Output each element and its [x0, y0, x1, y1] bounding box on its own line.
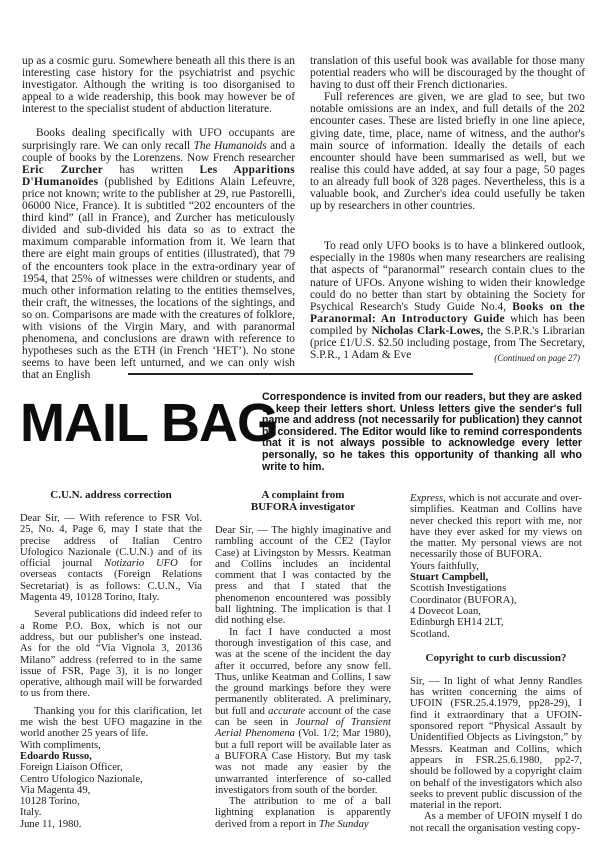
author-name: Nicholas Clark-Lowes,	[371, 324, 484, 337]
journal-title: Notizario UFO	[104, 558, 178, 570]
signature-line: Italy.	[20, 807, 42, 819]
newspaper-title: Express,	[410, 493, 446, 504]
letter-paragraph	[20, 513, 202, 603]
review-paragraph	[22, 127, 295, 381]
signature-line: 4 Dovecot Loan,	[410, 605, 481, 617]
signature-line: Centro Ufologico Nazionale,	[20, 773, 143, 785]
book-title: Books on the Paranormal: An Introductory Guide	[310, 300, 586, 325]
section-divider	[128, 373, 473, 375]
text: The attribution to me of a ball lightning explanation is apparently derived from a report in	[215, 796, 391, 830]
letter-paragraph: Thanking you for this clarification, let me wish the best UFO magazine in the world another 25 years of life.	[20, 705, 202, 740]
mailbag-intro: Correspondence is invited from our readers, but they are asked to keep their letters short. Unless letters give the sender's full name and address (not necessarily for publication) they cannot be considered. The Editor would like to remind correspondents that it is not always possible to acknowledge every letter personally, so he takes this opportunity of thanking all who write to him.	[262, 391, 582, 473]
text: (Vol. 1/2; Mar 1980), but a full report will be available later as a BUFORA Case History. But my task was not made any easier by the unwarranted interference of so-called investigators from south of the border.	[215, 728, 391, 796]
text: which has been compiled by	[310, 312, 585, 337]
letter-signer	[20, 751, 202, 762]
mailbag-title: MAIL BAG	[20, 393, 278, 453]
letter-paragraph	[410, 493, 582, 561]
review-paragraph: Full references are given, we are glad to see, but two notable omissions are an index, and full details of the 202 encounter cases. These are listed briefly in one line apiece, giving date, time, place, name of witness, and the author's main source of information. Ideally the details of each encounter should have been summarised as well, but we realise this could have added, at say four a page, 50 pages to an already full book of 328 pages. Nevertheless, this is a valuable book, and Zurcher's idea could usefully be taken up by researchers in other countries.	[310, 91, 585, 213]
text: for overseas contacts (Foreign Relations Secretariat) is as follows: C.U.N., Via Magenta 49, 10128 Torino, Italy.	[20, 558, 203, 604]
letter-closing: Yours faithfully,	[410, 560, 479, 572]
letter-paragraph: Several publications did indeed refer to a Rome P.O. Box, which is not our address, but our publisher's one instead. As for the old “Via Vignola 3, 20136 Milano” address (referred to in the same issue of FSR, Page 3), it is no longer operative, although mail will be forwarded to us from there.	[20, 609, 202, 700]
review-paragraph: translation of this useful book was available for those many potential readers who will be discouraged by the thought of having to dust off their French dictionaries.	[310, 55, 585, 92]
author-name: Eric Zurcher	[22, 163, 104, 176]
letter-closing: With compliments,	[20, 739, 101, 751]
letter-paragraph: Dear Sir, — The highly imaginative and rambling account of the CE2 (Taylor Case) at Livingston by Messrs. Keatman and Collins includes an incidental comment that I was contacted by the press and that I stated that the phenomenon encountered was possibly ball lightning. The implication is that I did nothing else.	[215, 525, 391, 627]
letter-paragraph	[215, 796, 391, 830]
text: In fact I have conducted a most thorough investigation of this case, and was at the scene of the incident the day after it occurred, before any snow fell. Thus, unlike Keatman and Collins, I saw the ground markings before they were permanently obliterated. A preliminary, but full and	[215, 626, 391, 717]
text: has written	[103, 163, 200, 176]
signer-name: Stuart Campbell,	[410, 572, 489, 584]
text: Books dealing specifically with UFO occupants are surprisingly rare. We can only recall	[22, 127, 295, 152]
book-title: Les Apparitions D'Humanoïdes	[22, 163, 295, 188]
book-title: The Humanoids	[193, 139, 267, 152]
signature-line: 10128 Torino,	[20, 796, 80, 808]
text: and a couple of books by the Lorenzens. Now French researcher	[22, 139, 296, 164]
letter-paragraph: As a member of UFOIN myself I do not recall the organisation vesting copy-	[410, 811, 582, 834]
signature-line: Coordinator (BUFORA),	[410, 594, 517, 606]
letter-heading: Copyright to curb discussion?	[425, 651, 567, 664]
letter-paragraph	[215, 627, 391, 796]
letter-column-3	[410, 493, 582, 834]
text: To read only UFO books is to have a blinkered outlook, especially in the 1980s when many researchers are realising that aspects of “paranormal” research contain clues to the nature of UFOs. Anyone wishing to widen their knowledge could do no better than start by obtaining the Society for Psychical Research's Study Guide No.4,	[310, 240, 585, 313]
continued-note: (Continued on page 27)	[494, 353, 580, 363]
review-paragraph: up as a cosmic guru. Somewhere beneath all this there is an interesting case history for the psychiatrist and psychic investigator. Although the writing is too disorganised to appeal to a wide readership, this book may however be of interest to the specialist student of abduction literature.	[22, 55, 295, 116]
signature-line: Via Magenta 49,	[20, 784, 91, 796]
newspaper-title: The Sunday	[318, 818, 369, 830]
text: which is not accurate and over-simplifies. Keatman and Collins have never checked this report with me, nor have they ever asked for my views on the matter. My personal views are not necessarily those of BUFORA.	[410, 493, 582, 561]
emphasis: accurate	[268, 705, 306, 717]
journal-title: Journal of Transient Aerial Phenomena	[215, 717, 391, 740]
signature-line: Edinburgh EH14 2LT,	[410, 617, 504, 629]
signature-line: Scotland.	[410, 628, 450, 640]
letter-paragraph: Sir, — In light of what Jenny Randles has written concerning the aims of UFOIN (FSR.25.4.1979, pp28-29), I find it extraordinary that a UFOIN-sponsored report “Physical Assault by Unidentified Objects as Livingston,” by Messrs. Keatman and Collins, which appears in FSR.25.6.1980, pp2-7, should be followed by a copyright claim on behalf of the investigators which also seeks to prevent public discussion of the material in the report.	[410, 675, 582, 812]
review-paragraph	[310, 240, 585, 361]
letter-cun	[20, 489, 202, 830]
review-right-column	[310, 55, 585, 361]
heading-line: A complaint from	[261, 489, 345, 501]
text: Dear Sir, — With reference to FSR Vol. 25, No. 4, Page 6, may I state that the precise address of Italian Centro Ufologico Nazionale (C.U.N.) and of its official journal	[20, 513, 202, 570]
text: (published by Editions Alain Lefeuvre, price not known; write to the publisher at 29, rue Pastorelli, 06000 Nice, France). It is subtitled “202 encounters of the third kind” (all in France), and Zurcher has meticulously divided and sub-divided his data so as to extract the maximum comparable information from it. We learn that there are eight main groups of entities (illustrated), that 79 of the encounters took place in the extra-ordinary year of 1954, that 25% of witnesses were children or students, and much other information relating to the entities themselves, their craft, the witnesses, the locations of the sightings, and so on. Comparisons are made with the creatures of folklore, with visions of the Virgin Mary, and with paranormal phenomena, and conclusions are drawn with reference to hypotheses such as the ETH (in French ‘HET’). No stone seems to have been left unturned, and we can only wish that an English	[22, 175, 295, 382]
text: the S.P.R.'s Librarian (price £1/U.S. $2.50 including postage, from The Secretary, S.P.R., 1 Adam & Eve	[310, 324, 585, 362]
letter-signer	[410, 572, 582, 583]
signature-line: Foreign Liaison Officer,	[20, 762, 123, 774]
signature-line: June 11, 1980.	[20, 818, 82, 830]
text: account of the case can be seen in	[215, 705, 392, 729]
signer-name: Edoardo Russo,	[20, 750, 92, 762]
heading-line: BUFORA investigator	[250, 501, 356, 513]
letter-heading: C.U.N. address correction	[50, 489, 172, 501]
review-left-column	[22, 55, 295, 381]
letter-heading	[215, 489, 391, 513]
signature-line: Scottish Investigations	[410, 583, 507, 595]
letter-bufora	[215, 489, 391, 830]
